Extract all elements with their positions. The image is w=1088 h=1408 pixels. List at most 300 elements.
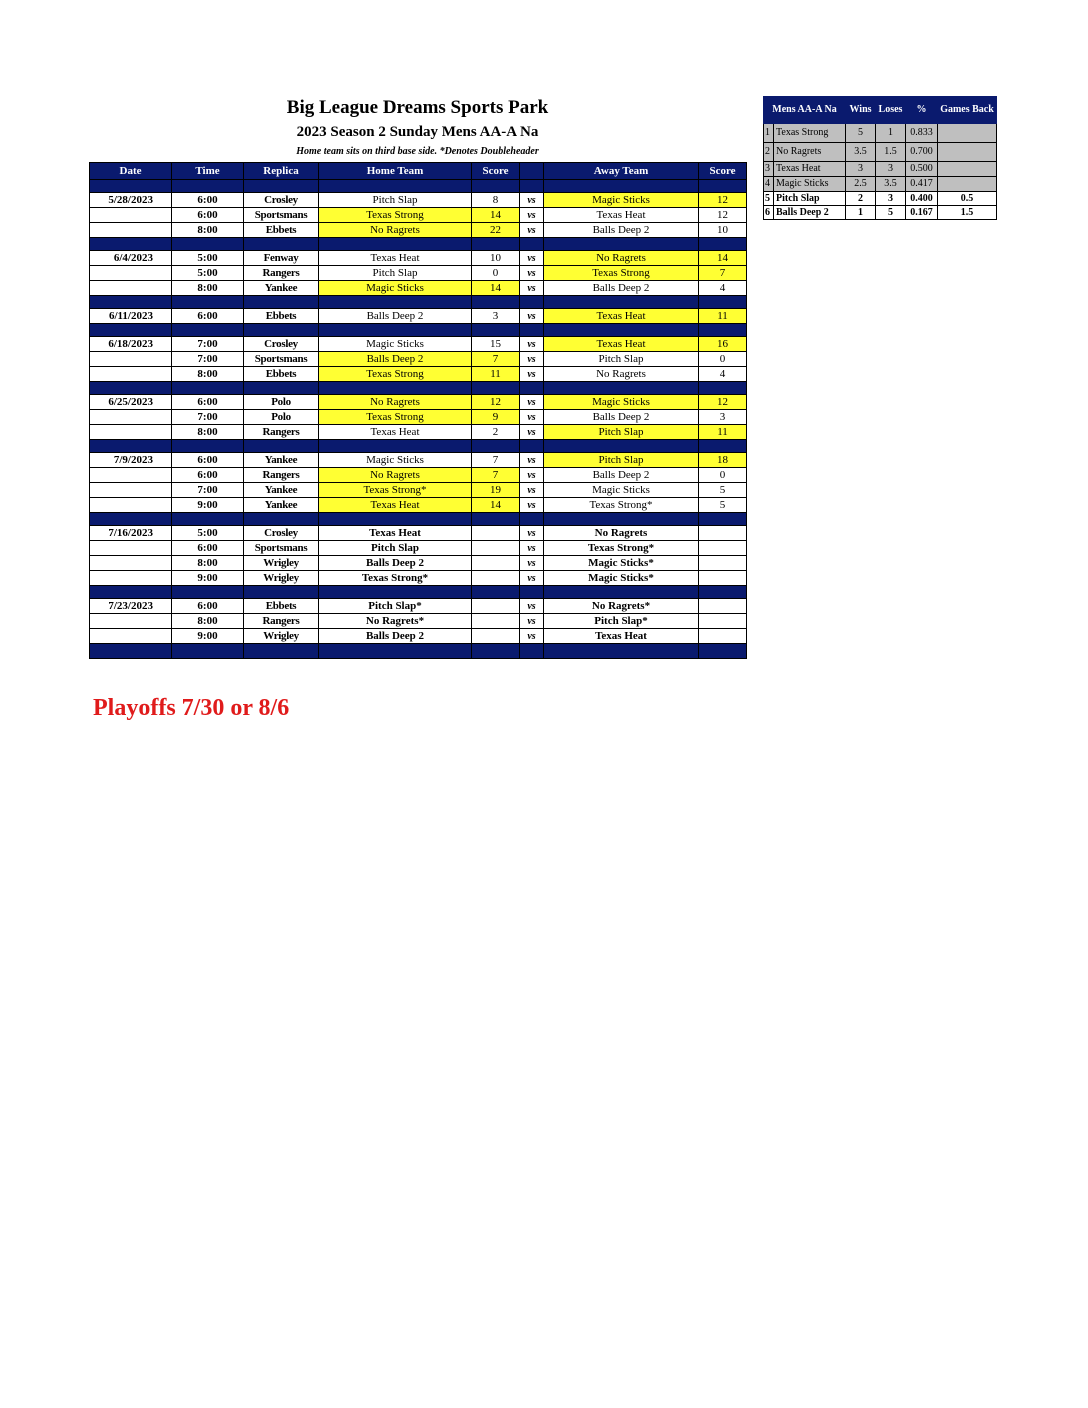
game-date xyxy=(90,468,172,483)
page-subtitle: 2023 Season 2 Sunday Mens AA-A Na xyxy=(296,124,539,140)
separator-cell xyxy=(544,644,699,659)
col-header-away-score: Score xyxy=(699,163,747,180)
home-score xyxy=(472,599,520,614)
standings-games-back xyxy=(938,177,997,192)
home-score: 7 xyxy=(472,468,520,483)
game-row xyxy=(90,526,747,541)
standings-header-games-back: Games Back xyxy=(938,97,997,124)
game-field: Yankee xyxy=(244,498,319,513)
home-score xyxy=(472,556,520,571)
separator-cell xyxy=(244,324,319,337)
game-field: Yankee xyxy=(244,483,319,498)
separator-cell xyxy=(472,238,520,251)
vs-label: vs xyxy=(520,483,544,498)
game-date xyxy=(90,352,172,367)
game-row xyxy=(90,425,747,440)
game-time: 9:00 xyxy=(172,498,244,513)
vs-label: vs xyxy=(520,251,544,266)
date-separator-row xyxy=(90,238,747,251)
separator-cell xyxy=(544,296,699,309)
away-score: 12 xyxy=(699,208,747,223)
separator-cell xyxy=(699,296,747,309)
home-score: 14 xyxy=(472,208,520,223)
separator-cell xyxy=(699,238,747,251)
game-row xyxy=(90,352,747,367)
home-score xyxy=(472,526,520,541)
game-field: Rangers xyxy=(244,266,319,281)
separator-cell xyxy=(172,382,244,395)
standings-header-row xyxy=(764,97,997,124)
away-score: 14 xyxy=(699,251,747,266)
home-team: Magic Sticks xyxy=(319,281,472,296)
away-score: 4 xyxy=(699,367,747,382)
standings-loses: 3 xyxy=(876,192,906,206)
standings-loses: 3.5 xyxy=(876,177,906,192)
home-team: No Ragrets xyxy=(319,223,472,238)
away-team: Texas Heat xyxy=(544,309,699,324)
game-field: Sportsmans xyxy=(244,541,319,556)
away-team: Balls Deep 2 xyxy=(544,410,699,425)
standings-team: Pitch Slap xyxy=(774,192,846,206)
game-field: Yankee xyxy=(244,281,319,296)
separator-cell xyxy=(319,296,472,309)
separator-cell xyxy=(544,382,699,395)
game-time: 7:00 xyxy=(172,483,244,498)
standings-games-back xyxy=(938,162,997,177)
separator-cell xyxy=(520,586,544,599)
home-team: Texas Strong xyxy=(319,410,472,425)
standings-team: Texas Heat xyxy=(774,162,846,177)
standings-row xyxy=(764,162,997,177)
col-header-date: Date xyxy=(90,163,172,180)
separator-cell xyxy=(520,440,544,453)
separator-cell xyxy=(472,180,520,193)
game-date xyxy=(90,367,172,382)
standings-wins: 2 xyxy=(846,192,876,206)
game-time: 8:00 xyxy=(172,614,244,629)
away-score xyxy=(699,571,747,586)
game-time: 9:00 xyxy=(172,571,244,586)
standings-rank: 2 xyxy=(764,143,774,162)
away-score: 12 xyxy=(699,193,747,208)
game-time: 7:00 xyxy=(172,410,244,425)
game-row xyxy=(90,337,747,352)
separator-cell xyxy=(699,324,747,337)
separator-cell xyxy=(699,513,747,526)
game-time: 9:00 xyxy=(172,629,244,644)
game-field: Sportsmans xyxy=(244,208,319,223)
home-score: 8 xyxy=(472,193,520,208)
game-date xyxy=(90,483,172,498)
game-row xyxy=(90,223,747,238)
game-row xyxy=(90,266,747,281)
away-score xyxy=(699,629,747,644)
date-separator-row xyxy=(90,586,747,599)
away-team: Texas Heat xyxy=(544,208,699,223)
separator-cell xyxy=(319,644,472,659)
vs-label: vs xyxy=(520,425,544,440)
separator-cell xyxy=(319,324,472,337)
separator-cell xyxy=(172,324,244,337)
game-date: 6/25/2023 xyxy=(90,395,172,410)
date-separator-row xyxy=(90,644,747,659)
game-date xyxy=(90,541,172,556)
separator-cell xyxy=(472,513,520,526)
away-team: Balls Deep 2 xyxy=(544,468,699,483)
standings-pct: 0.167 xyxy=(906,206,938,220)
away-score: 0 xyxy=(699,352,747,367)
separator-cell xyxy=(172,644,244,659)
standings-wins: 1 xyxy=(846,206,876,220)
vs-label: vs xyxy=(520,193,544,208)
standings-loses: 3 xyxy=(876,162,906,177)
game-row xyxy=(90,193,747,208)
separator-cell xyxy=(319,586,472,599)
separator-cell xyxy=(544,324,699,337)
game-field: Crosley xyxy=(244,193,319,208)
standings-rank: 5 xyxy=(764,192,774,206)
standings-loses: 1 xyxy=(876,124,906,143)
game-date xyxy=(90,266,172,281)
standings-wins: 5 xyxy=(846,124,876,143)
game-field: Wrigley xyxy=(244,556,319,571)
vs-label: vs xyxy=(520,367,544,382)
separator-cell xyxy=(544,238,699,251)
game-date xyxy=(90,410,172,425)
vs-label: vs xyxy=(520,223,544,238)
separator-cell xyxy=(172,513,244,526)
separator-cell xyxy=(544,180,699,193)
away-team: No Ragrets xyxy=(544,251,699,266)
game-date xyxy=(90,281,172,296)
game-field: Polo xyxy=(244,410,319,425)
away-team: No Ragrets xyxy=(544,526,699,541)
vs-label: vs xyxy=(520,541,544,556)
home-score xyxy=(472,541,520,556)
game-time: 8:00 xyxy=(172,556,244,571)
game-row xyxy=(90,468,747,483)
away-team: Magic Sticks* xyxy=(544,556,699,571)
standings-rank: 1 xyxy=(764,124,774,143)
separator-cell xyxy=(472,586,520,599)
home-team: Pitch Slap xyxy=(319,193,472,208)
vs-label: vs xyxy=(520,453,544,468)
away-team: No Ragrets* xyxy=(544,599,699,614)
game-time: 5:00 xyxy=(172,526,244,541)
away-score: 16 xyxy=(699,337,747,352)
separator-cell xyxy=(319,513,472,526)
standings-games-back: 1.5 xyxy=(938,206,997,220)
away-team: Magic Sticks* xyxy=(544,571,699,586)
home-team: No Ragrets* xyxy=(319,614,472,629)
away-score: 7 xyxy=(699,266,747,281)
vs-label: vs xyxy=(520,395,544,410)
away-score: 18 xyxy=(699,453,747,468)
game-time: 7:00 xyxy=(172,352,244,367)
separator-cell xyxy=(244,586,319,599)
home-score: 22 xyxy=(472,223,520,238)
home-score: 9 xyxy=(472,410,520,425)
date-separator-row xyxy=(90,180,747,193)
home-team: No Ragrets xyxy=(319,468,472,483)
game-time: 8:00 xyxy=(172,223,244,238)
vs-label: vs xyxy=(520,526,544,541)
home-team: Texas Strong* xyxy=(319,571,472,586)
game-row xyxy=(90,556,747,571)
standings-wins: 3 xyxy=(846,162,876,177)
separator-cell xyxy=(244,382,319,395)
away-team: Texas Strong xyxy=(544,266,699,281)
standings-row xyxy=(764,206,997,220)
game-time: 5:00 xyxy=(172,266,244,281)
away-team: Magic Sticks xyxy=(544,483,699,498)
home-score: 0 xyxy=(472,266,520,281)
home-team: Pitch Slap xyxy=(319,266,472,281)
home-score: 15 xyxy=(472,337,520,352)
game-date xyxy=(90,425,172,440)
away-team: Texas Strong* xyxy=(544,541,699,556)
game-field: Rangers xyxy=(244,425,319,440)
away-team: Magic Sticks xyxy=(544,193,699,208)
game-date: 6/11/2023 xyxy=(90,309,172,324)
game-date xyxy=(90,614,172,629)
away-score: 12 xyxy=(699,395,747,410)
standings-team: Texas Strong xyxy=(774,124,846,143)
separator-cell xyxy=(520,513,544,526)
schedule-header-row xyxy=(90,163,747,180)
standings-rank: 6 xyxy=(764,206,774,220)
game-time: 6:00 xyxy=(172,395,244,410)
away-team: Balls Deep 2 xyxy=(544,281,699,296)
home-score: 19 xyxy=(472,483,520,498)
separator-cell xyxy=(699,382,747,395)
home-team: Texas Strong* xyxy=(319,483,472,498)
game-field: Wrigley xyxy=(244,629,319,644)
vs-label: vs xyxy=(520,309,544,324)
home-score: 14 xyxy=(472,498,520,513)
away-score xyxy=(699,599,747,614)
game-field: Crosley xyxy=(244,526,319,541)
game-row xyxy=(90,483,747,498)
standings-header-pct: % xyxy=(906,97,938,124)
standings-games-back xyxy=(938,124,997,143)
home-team: Texas Heat xyxy=(319,425,472,440)
separator-cell xyxy=(90,180,172,193)
separator-cell xyxy=(520,238,544,251)
standings-team: Magic Sticks xyxy=(774,177,846,192)
away-team: Magic Sticks xyxy=(544,395,699,410)
away-score xyxy=(699,556,747,571)
separator-cell xyxy=(520,180,544,193)
game-time: 6:00 xyxy=(172,468,244,483)
home-team: Pitch Slap* xyxy=(319,599,472,614)
separator-cell xyxy=(699,586,747,599)
standings-team: No Ragrets xyxy=(774,143,846,162)
game-field: Ebbets xyxy=(244,599,319,614)
game-row xyxy=(90,410,747,425)
game-row xyxy=(90,498,747,513)
vs-label: vs xyxy=(520,266,544,281)
vs-label: vs xyxy=(520,498,544,513)
game-field: Crosley xyxy=(244,337,319,352)
away-score: 5 xyxy=(699,483,747,498)
home-score: 10 xyxy=(472,251,520,266)
home-score xyxy=(472,571,520,586)
away-team: Texas Heat xyxy=(544,629,699,644)
separator-cell xyxy=(90,440,172,453)
date-separator-row xyxy=(90,440,747,453)
standings-team: Balls Deep 2 xyxy=(774,206,846,220)
game-row xyxy=(90,367,747,382)
home-team: Balls Deep 2 xyxy=(319,629,472,644)
page-title: Big League Dreams Sports Park xyxy=(286,97,549,118)
home-team: Magic Sticks xyxy=(319,453,472,468)
game-time: 6:00 xyxy=(172,208,244,223)
game-field: Polo xyxy=(244,395,319,410)
separator-cell xyxy=(544,586,699,599)
separator-cell xyxy=(699,180,747,193)
vs-label: vs xyxy=(520,281,544,296)
game-field: Ebbets xyxy=(244,223,319,238)
away-team: Pitch Slap xyxy=(544,453,699,468)
away-score xyxy=(699,526,747,541)
separator-cell xyxy=(90,324,172,337)
separator-cell xyxy=(90,513,172,526)
standings-wins: 3.5 xyxy=(846,143,876,162)
standings-row xyxy=(764,192,997,206)
separator-cell xyxy=(90,586,172,599)
away-score: 0 xyxy=(699,468,747,483)
standings-loses: 1.5 xyxy=(876,143,906,162)
vs-label: vs xyxy=(520,556,544,571)
standings-pct: 0.400 xyxy=(906,192,938,206)
standings-rank: 3 xyxy=(764,162,774,177)
standings-row xyxy=(764,177,997,192)
away-score xyxy=(699,541,747,556)
away-team: Pitch Slap xyxy=(544,425,699,440)
separator-cell xyxy=(472,296,520,309)
standings-games-back: 0.5 xyxy=(938,192,997,206)
game-row xyxy=(90,395,747,410)
home-score xyxy=(472,629,520,644)
separator-cell xyxy=(90,382,172,395)
standings-loses: 5 xyxy=(876,206,906,220)
away-team: Texas Strong* xyxy=(544,498,699,513)
home-score: 7 xyxy=(472,453,520,468)
separator-cell xyxy=(244,180,319,193)
separator-cell xyxy=(172,180,244,193)
home-team: Texas Heat xyxy=(319,498,472,513)
home-team: Texas Strong xyxy=(319,208,472,223)
separator-cell xyxy=(244,513,319,526)
game-time: 6:00 xyxy=(172,193,244,208)
game-date xyxy=(90,571,172,586)
game-date: 7/23/2023 xyxy=(90,599,172,614)
separator-cell xyxy=(172,238,244,251)
home-team: Pitch Slap xyxy=(319,541,472,556)
vs-label: vs xyxy=(520,352,544,367)
game-time: 8:00 xyxy=(172,281,244,296)
standings-pct: 0.700 xyxy=(906,143,938,162)
separator-cell xyxy=(520,296,544,309)
vs-label: vs xyxy=(520,208,544,223)
home-team: Balls Deep 2 xyxy=(319,556,472,571)
col-header-vs xyxy=(520,163,544,180)
game-date: 5/28/2023 xyxy=(90,193,172,208)
game-time: 6:00 xyxy=(172,309,244,324)
game-field: Rangers xyxy=(244,468,319,483)
standings-row xyxy=(764,143,997,162)
date-separator-row xyxy=(90,382,747,395)
game-field: Wrigley xyxy=(244,571,319,586)
game-row xyxy=(90,309,747,324)
separator-cell xyxy=(172,440,244,453)
game-row xyxy=(90,571,747,586)
game-field: Ebbets xyxy=(244,367,319,382)
game-date: 6/18/2023 xyxy=(90,337,172,352)
game-date xyxy=(90,208,172,223)
separator-cell xyxy=(172,586,244,599)
standings-pct: 0.500 xyxy=(906,162,938,177)
schedule-table xyxy=(89,162,747,659)
vs-label: vs xyxy=(520,410,544,425)
game-row xyxy=(90,281,747,296)
away-team: Balls Deep 2 xyxy=(544,223,699,238)
separator-cell xyxy=(244,644,319,659)
game-time: 6:00 xyxy=(172,453,244,468)
home-score xyxy=(472,614,520,629)
separator-cell xyxy=(544,440,699,453)
separator-cell xyxy=(244,440,319,453)
separator-cell xyxy=(90,644,172,659)
col-header-away-team: Away Team xyxy=(544,163,699,180)
separator-cell xyxy=(319,180,472,193)
standings-row xyxy=(764,124,997,143)
separator-cell xyxy=(244,238,319,251)
game-field: Ebbets xyxy=(244,309,319,324)
separator-cell xyxy=(472,644,520,659)
date-separator-row xyxy=(90,296,747,309)
standings-header-loses: Loses xyxy=(876,97,906,124)
away-score xyxy=(699,614,747,629)
vs-label: vs xyxy=(520,599,544,614)
playoffs-notice: Playoffs 7/30 or 8/6 xyxy=(93,695,290,721)
away-team: Texas Heat xyxy=(544,337,699,352)
away-score: 4 xyxy=(699,281,747,296)
away-team: Pitch Slap* xyxy=(544,614,699,629)
away-score: 11 xyxy=(699,425,747,440)
home-team: Texas Heat xyxy=(319,251,472,266)
game-date xyxy=(90,498,172,513)
standings-body xyxy=(764,124,997,220)
home-team: Texas Heat xyxy=(319,526,472,541)
separator-cell xyxy=(172,296,244,309)
game-time: 8:00 xyxy=(172,367,244,382)
game-row xyxy=(90,599,747,614)
vs-label: vs xyxy=(520,629,544,644)
separator-cell xyxy=(319,440,472,453)
home-score: 11 xyxy=(472,367,520,382)
home-team: No Ragrets xyxy=(319,395,472,410)
away-team: Pitch Slap xyxy=(544,352,699,367)
separator-cell xyxy=(472,324,520,337)
vs-label: vs xyxy=(520,468,544,483)
date-separator-row xyxy=(90,324,747,337)
game-row xyxy=(90,453,747,468)
vs-label: vs xyxy=(520,614,544,629)
separator-cell xyxy=(520,382,544,395)
standings-games-back xyxy=(938,143,997,162)
